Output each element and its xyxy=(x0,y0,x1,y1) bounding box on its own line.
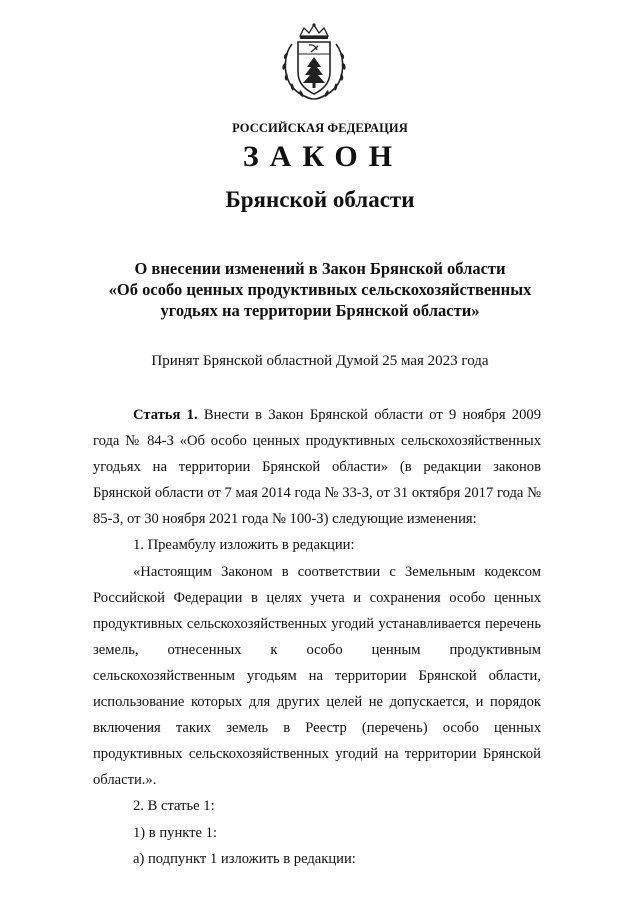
country-heading: РОССИЙСКАЯ ФЕДЕРАЦИЯ xyxy=(232,121,408,135)
region-heading: Брянской области xyxy=(225,187,415,212)
list-item: а) подпункт 1 изложить в редакции: xyxy=(133,850,356,867)
law-title-line: угодьях на территории Брянской области» xyxy=(160,301,480,320)
list-item: 1. Преамбулу изложить в редакции: xyxy=(133,537,355,554)
article-heading: Статья 1. xyxy=(133,407,198,423)
law-title-line: О внесении изменений в Закон Брянской области xyxy=(134,259,506,278)
list-item: «Настоящим Законом в соответствии с Земельным кодексом Российской Федерации в целях учета и сохранения особо ценных продуктивных сельскохозяйственных угодий устанавливается перечень земель, отнесенных к особо ценным продуктивным сельскохозяйственным угодьям на территории Брянской области, использование которых для других целей не допускается, и порядок включения таких земель в Реестр (перечень) особо ценных продуктивных сельскохозяйственных угодий на территории Брянской области.». xyxy=(93,563,541,789)
article-text: Внести в Закон Брянской области от 9 ноября 2009 года № 84-З «Об особо ценных продуктивных сельскохозяйственных угодьях на территории Брянской области» (в редакции законов Брянской области от 7 мая 2014 года № 33-З, от 31 октября 2017 года № 85-З, от 30 ноября 2021 года № 100-З) следующие изменения: xyxy=(93,407,541,528)
law-title xyxy=(0,258,640,321)
list-item: 2. В статье 1: xyxy=(133,798,215,815)
adoption-note: Принят Брянской областной Думой 25 мая 2023 года xyxy=(151,353,489,369)
article-1-paragraph xyxy=(93,402,541,532)
list-item: 1) в пункте 1: xyxy=(133,824,218,841)
coat-of-arms-icon xyxy=(278,22,350,104)
document-type-heading: ЗАКОН xyxy=(242,140,404,173)
law-title-line: «Об особо ценных продуктивных сельскохозяйственных xyxy=(108,280,532,299)
document-body xyxy=(93,402,541,872)
